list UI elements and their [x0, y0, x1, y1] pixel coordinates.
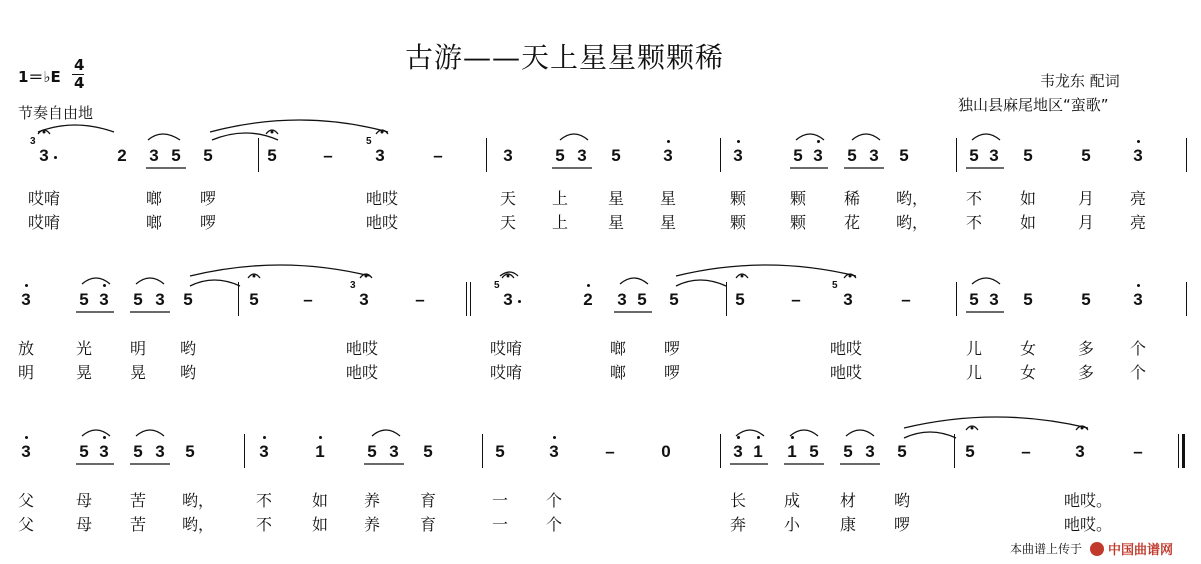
slur [972, 278, 1000, 284]
note: 5 [79, 290, 89, 309]
lyric: 哟 [180, 339, 197, 358]
lyric: 养 [364, 491, 381, 510]
note: 3 [865, 442, 875, 461]
dash: – [1021, 442, 1031, 461]
lyric: 苦 [130, 515, 147, 534]
note: 3 [1130, 290, 1146, 310]
site-name[interactable]: 中国曲谱网 [1108, 543, 1174, 558]
lyric: 颗 [730, 189, 747, 208]
lyric: 一 [492, 491, 509, 510]
note: 3 [1130, 146, 1146, 166]
lyric: 哎唷 [28, 189, 61, 208]
lyric: 吔哎 [830, 363, 863, 382]
note: 3 [359, 290, 369, 309]
grace-note: 3 [350, 280, 356, 291]
note: 5 [1023, 146, 1033, 165]
grace-note: 5 [494, 280, 500, 291]
lyric: 个 [1130, 363, 1147, 382]
lyric: 晃 [130, 363, 147, 382]
slur [82, 430, 110, 436]
lyric: 星 [608, 213, 625, 232]
note: 3 [155, 442, 165, 461]
lyric: 哟 [894, 491, 911, 510]
lyric: 啰 [894, 515, 911, 534]
lyric: 月 [1078, 189, 1095, 208]
lyric: 父 [18, 491, 35, 510]
lyric: 不 [256, 491, 273, 510]
lyric: 明 [130, 339, 147, 358]
note: 3 [843, 290, 853, 309]
note: 0 [661, 442, 671, 461]
lyric: 啷 [610, 363, 627, 382]
note: 1 [750, 442, 766, 462]
dash: – [791, 290, 801, 309]
slur [136, 430, 164, 436]
source-credit: 独山县麻尾地区“蛮歌” [958, 96, 1109, 114]
lyric: 儿 [966, 363, 983, 382]
lyric: 如 [312, 491, 329, 510]
note: 3 [39, 146, 49, 165]
tempo-marking: 节奏自由地 [18, 104, 94, 122]
note: 5 [367, 442, 377, 461]
lyric: 上 [552, 213, 569, 232]
note: 3 [730, 442, 746, 462]
lyric: 星 [608, 189, 625, 208]
lyric: 吔哎 [346, 339, 379, 358]
note: 3 [869, 146, 879, 165]
note: 5 [1081, 290, 1091, 309]
lyric: 哎唷 [490, 363, 523, 382]
slur [736, 430, 764, 436]
lyric: 吔哎。 [1064, 515, 1113, 534]
lyric: 亮 [1130, 213, 1147, 232]
note: 3 [989, 146, 999, 165]
dash: – [901, 290, 911, 309]
note: 5 [669, 290, 679, 309]
note: 3 [577, 146, 587, 165]
note: 5 [171, 146, 181, 165]
lyric: 放 [18, 339, 35, 358]
slur [212, 133, 278, 140]
slur [790, 430, 818, 436]
lyric: 吔哎 [830, 339, 863, 358]
note: 5 [969, 146, 979, 165]
lyric: 奔 [730, 515, 747, 534]
lyric: 颗 [790, 213, 807, 232]
lyric: 啷 [146, 213, 163, 232]
tie [676, 265, 856, 276]
lyric: 如 [1020, 189, 1037, 208]
dash: – [415, 290, 425, 309]
lyric: 父 [18, 515, 35, 534]
lyric: 女 [1020, 339, 1037, 358]
lyric: 个 [1130, 339, 1147, 358]
note: 5 [267, 146, 277, 165]
note: 5 [897, 442, 907, 461]
lyric: 吔哎 [366, 189, 399, 208]
slur [852, 134, 880, 140]
lyric: 如 [1020, 213, 1037, 232]
note: 5 [843, 442, 853, 461]
lyric: 哟， [896, 213, 929, 232]
lyric: 多 [1078, 363, 1095, 382]
slur [676, 280, 726, 286]
note: 3 [149, 146, 159, 165]
note: 3 [155, 290, 165, 309]
time-signature-top: 4 [74, 56, 85, 74]
note: 5 [133, 442, 143, 461]
lyric: 养 [364, 515, 381, 534]
lyric: 颗 [790, 189, 807, 208]
note: 5 [735, 290, 745, 309]
dash: – [605, 442, 615, 461]
note: 5 [847, 146, 857, 165]
lyric: 哟， [182, 491, 215, 510]
lyric: 星 [660, 189, 677, 208]
note: 5 [965, 442, 975, 461]
lyric: 吔哎 [366, 213, 399, 232]
lyric: 花 [844, 213, 861, 232]
tie [210, 120, 388, 132]
tie [190, 265, 370, 276]
slur [846, 430, 874, 436]
note: 3 [617, 290, 627, 309]
site-logo-icon [1090, 542, 1104, 556]
note: 5 [1023, 290, 1033, 309]
note: 5 [555, 146, 565, 165]
note: 1 [312, 442, 328, 462]
note: 2 [117, 146, 127, 165]
lyric: 颗 [730, 213, 747, 232]
lyric: 个 [546, 491, 563, 510]
lyric: 星 [660, 213, 677, 232]
dash: – [433, 146, 443, 165]
slur [136, 278, 164, 284]
grace-note: 3 [30, 136, 36, 147]
note: 5 [637, 290, 647, 309]
note: 5 [969, 290, 979, 309]
lyric: 不 [256, 515, 273, 534]
lyric: 不 [966, 213, 983, 232]
note: 5 [79, 442, 89, 461]
lyric: 明 [18, 363, 35, 382]
note: 3 [389, 442, 399, 461]
lyric: 如 [312, 515, 329, 534]
lyric: 母 [76, 515, 93, 534]
lyric: 哟， [896, 189, 929, 208]
note: 3 [96, 290, 112, 310]
note: 3 [546, 442, 562, 462]
slur [560, 134, 588, 140]
slur [38, 125, 114, 132]
lyric: 不 [966, 189, 983, 208]
lyric: 光 [76, 339, 93, 358]
lyric: 儿 [966, 339, 983, 358]
slur [82, 278, 110, 284]
lyric: 亮 [1130, 189, 1147, 208]
lyric: 哎唷 [28, 213, 61, 232]
lyric: 月 [1078, 213, 1095, 232]
note: 3 [503, 290, 513, 309]
note: 5 [899, 146, 909, 165]
key-signature: 1＝♭E [18, 68, 61, 86]
note: 5 [793, 146, 803, 165]
lyric: 天 [500, 189, 517, 208]
lyric: 多 [1078, 339, 1095, 358]
lyric: 啷 [610, 339, 627, 358]
lyric: 吔哎。 [1064, 491, 1113, 510]
dash: – [323, 146, 333, 165]
time-signature-bottom: 4 [74, 74, 85, 92]
lyric: 啰 [200, 189, 217, 208]
lyric: 母 [76, 491, 93, 510]
slur [904, 432, 956, 438]
lyric: 小 [784, 515, 801, 534]
lyric: 哎唷 [490, 339, 523, 358]
lyric: 个 [546, 515, 563, 534]
note: 5 [495, 442, 505, 461]
lyric: 稀 [844, 189, 861, 208]
note: 5 [203, 146, 213, 165]
slur [796, 134, 824, 140]
grace-note: 5 [832, 280, 838, 291]
lyric: 育 [420, 491, 437, 510]
lyric: 哟， [182, 515, 215, 534]
slur [190, 280, 240, 286]
note: 5 [423, 442, 433, 461]
lyric: 天 [500, 213, 517, 232]
note: 3 [730, 146, 746, 166]
note: 3 [503, 146, 513, 165]
lyric: 啰 [664, 363, 681, 382]
note: 5 [183, 290, 193, 309]
lyric: 上 [552, 189, 569, 208]
note: 5 [1081, 146, 1091, 165]
lyric: 康 [840, 515, 857, 534]
note: 3 [18, 290, 34, 310]
dash: – [1133, 442, 1143, 461]
note: 1 [784, 442, 800, 462]
slur [620, 278, 648, 284]
grace-note: 5 [366, 136, 372, 147]
lyric: 哟 [180, 363, 197, 382]
lyric: 晃 [76, 363, 93, 382]
lyric: 苦 [130, 491, 147, 510]
note: 3 [989, 290, 999, 309]
tie [904, 417, 1088, 428]
lyric: 长 [730, 491, 747, 510]
lyric: 吔哎 [346, 363, 379, 382]
lyric: 啰 [200, 213, 217, 232]
score-title: 古游——天上星星颗颗稀 [405, 41, 725, 74]
note: 3 [96, 442, 112, 462]
lyric: 女 [1020, 363, 1037, 382]
slur [148, 134, 180, 140]
lyric: 材 [840, 491, 857, 510]
note: 5 [133, 290, 143, 309]
upload-notice: 本曲谱上传于 [1010, 542, 1083, 556]
lyric: 育 [420, 515, 437, 534]
note: 5 [185, 442, 195, 461]
lyric: 一 [492, 515, 509, 534]
lyric: 成 [784, 491, 801, 510]
slur [372, 430, 400, 436]
note: 3 [375, 146, 385, 165]
slur [972, 134, 1000, 140]
note: 3 [256, 442, 272, 462]
note: 3 [660, 146, 676, 166]
note: 5 [249, 290, 259, 309]
dash: – [303, 290, 313, 309]
lyric: 啷 [146, 189, 163, 208]
note: 2 [580, 290, 596, 310]
note: 3 [810, 146, 826, 166]
note: 5 [809, 442, 819, 461]
lyricist-credit: 韦龙东 配词 [1040, 72, 1120, 90]
note: 5 [611, 146, 621, 165]
note: 3 [18, 442, 34, 462]
note: 3 [1075, 442, 1085, 461]
lyric: 啰 [664, 339, 681, 358]
